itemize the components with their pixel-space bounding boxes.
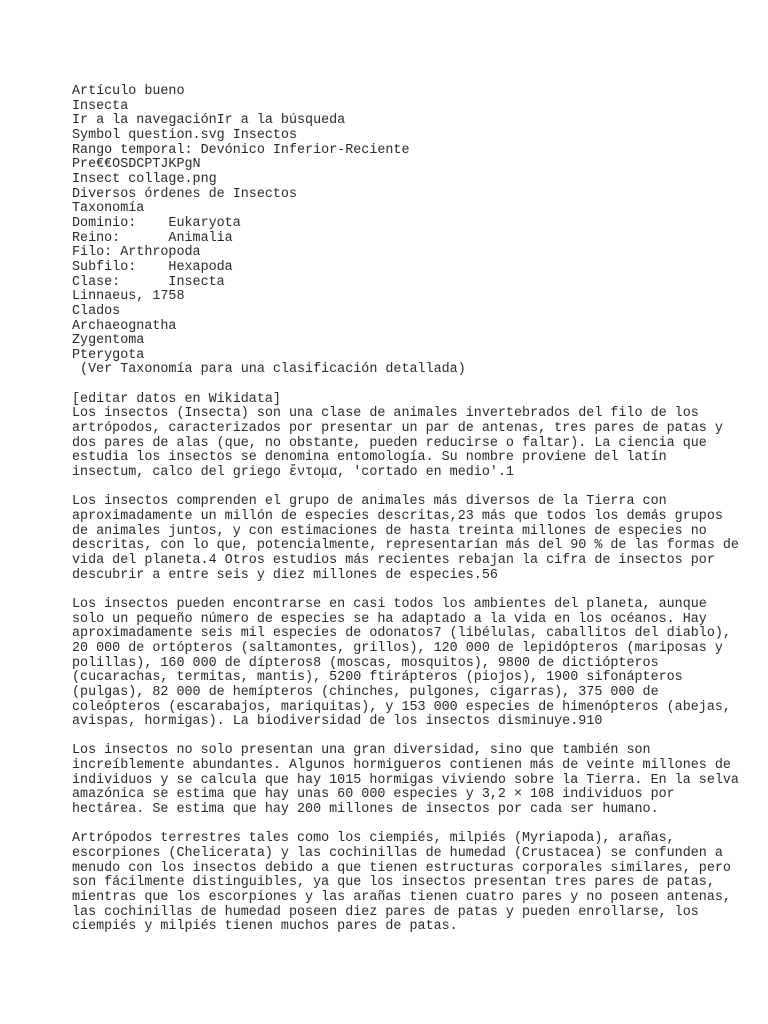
paragraph-gap bbox=[72, 730, 712, 745]
taxon-kingdom: Reino: Animalia bbox=[72, 230, 233, 246]
paragraph-gap bbox=[72, 818, 712, 833]
article-header bbox=[72, 85, 712, 378]
text-line: son fácilmente distinguibles, ya que los insectos presentan tres pares de patas, bbox=[72, 875, 715, 891]
text-line: dos pares de alas (que, no obstante, pueden reducirse o faltar). La ciencia que bbox=[72, 435, 707, 451]
text-line: Los insectos pueden encontrarse en casi todos los ambientes del planeta, aunque bbox=[72, 596, 707, 612]
paragraph-gap bbox=[72, 378, 712, 393]
habitats-paragraph bbox=[72, 596, 731, 730]
text-line: Los insectos (Insecta) son una clase de animales invertebrados del filo de los bbox=[72, 406, 699, 422]
text-line: Los insectos comprenden el grupo de animales más diversos de la Tierra con bbox=[72, 494, 667, 510]
taxon-class: Clase: Insecta bbox=[72, 274, 225, 290]
arthropods-paragraph bbox=[72, 831, 731, 935]
text-line: insectum, calco del griego ἔντομα, 'cortado en medio'.1 bbox=[72, 465, 514, 481]
text-line: aproximadamente un millón de especies descritas,23 más que todos los demás grupos bbox=[72, 509, 723, 524]
taxon-authority: Linnaeus, 1758 bbox=[72, 289, 185, 305]
text-line: Los insectos no solo presentan una gran diversidad, sino que también son bbox=[72, 743, 651, 759]
text-line: mientras que los escorpiones y las arañas tienen cuatro pares y no poseen antenas, bbox=[72, 890, 731, 906]
image-caption: Diversos órdenes de Insectos bbox=[72, 186, 297, 202]
text-line: coleópteros (escarabajos, mariquitas), y 153 000 especies de himenópteros (abejas, bbox=[72, 699, 731, 715]
clade-item: Pterygota bbox=[72, 347, 145, 363]
text-line: estudia los insectos se denomina entomología. Su nombre proviene del latín bbox=[72, 450, 667, 466]
intro-paragraph bbox=[72, 391, 723, 481]
text-line: 20 000 de ortópteros (saltamontes, grillos), 120 000 de lepidópteros (mariposas y bbox=[72, 640, 723, 656]
text-line: vida del planeta.4 Otros estudios más recientes rebajan la cifra de insectos por bbox=[72, 552, 715, 568]
taxonomy-heading: Taxonomía bbox=[72, 201, 145, 217]
text-line: las cochinillas de humedad poseen diez pares de patas y pueden enrollarse, los bbox=[72, 904, 699, 920]
clades-heading: Clados bbox=[72, 303, 121, 319]
paragraph-gap bbox=[72, 583, 712, 598]
text-line: de animales juntos, y con estimaciones de hasta treinta millones de especies no bbox=[72, 523, 707, 539]
text-line: Artrópodos terrestres tales como los ciempiés, milpiés (Myriapoda), arañas, bbox=[72, 831, 675, 847]
text-line: artrópodos, caracterizados por presentar un par de antenas, tres pares de patas y bbox=[72, 421, 723, 437]
text-line: ciempiés y milpiés tienen muchos pares de patas. bbox=[72, 919, 458, 935]
edit-wikidata-link[interactable]: [editar datos en Wikidata] bbox=[72, 391, 281, 407]
text-line: descritas, con lo que, potencialmente, representarían más del 90 % de las formas de bbox=[72, 538, 739, 554]
text-line: aproximadamente seis mil especies de odonatos7 (libélulas, caballitos del diablo), bbox=[72, 626, 731, 642]
text-line: amazónica se estima que hay unas 60 000 especies y 3,2 × 108 individuos por bbox=[72, 787, 675, 803]
text-line: (pulgas), 82 000 de hemípteros (chinches, pulgones, cigarras), 375 000 de bbox=[72, 684, 659, 700]
image-filename[interactable]: Insect collage.png bbox=[72, 171, 217, 187]
text-line: avispas, hormigas). La biodiversidad de los insectos disminuye.910 bbox=[72, 714, 603, 730]
skip-links[interactable]: Ir a la navegaciónIr a la búsqueda bbox=[72, 113, 346, 129]
text-line: descubrir a entre seis y diez millones de especies.56 bbox=[72, 567, 498, 583]
quality-badge: Artículo bueno bbox=[72, 84, 185, 99]
clade-item: Zygentoma bbox=[72, 333, 145, 349]
text-line: solo un pequeño número de especies se ha adaptado a la vida en los océanos. Hay bbox=[72, 611, 707, 627]
text-line: polillas), 160 000 de dípteros8 (moscas, mosquitos), 9800 de dictiópteros bbox=[72, 655, 659, 671]
text-line: escorpiones (Chelicerata) y las cochinillas de humedad (Crustacea) se confunden a bbox=[72, 846, 723, 862]
text-line: menudo con los insectos debido a que tienen estructuras corporales similares, pero bbox=[72, 860, 731, 876]
paragraph-gap bbox=[72, 481, 712, 496]
era-scale: Pre€€OSDCPTJKPgN bbox=[72, 157, 201, 173]
text-line: hectárea. Se estima que hay 200 millones de insectos por cada ser humano. bbox=[72, 802, 659, 818]
clade-item: Archaeognatha bbox=[72, 318, 177, 334]
taxon-phylum: Filo: Arthropoda bbox=[72, 245, 201, 261]
time-range: Rango temporal: Devónico Inferior-Reciente bbox=[72, 142, 410, 158]
document-page bbox=[72, 84, 739, 935]
diversity-paragraph bbox=[72, 494, 739, 583]
infobox-title: Symbol question.svg Insectos bbox=[72, 127, 297, 143]
text-line: individuos y se calcula que hay 1015 hormigas viviendo sobre la Tierra. En la selva bbox=[72, 772, 739, 788]
taxon-domain: Dominio: Eukaryota bbox=[72, 215, 241, 231]
abundance-paragraph bbox=[72, 743, 739, 818]
text-line: increíblemente abundantes. Algunos hormigueros contienen más de veinte millones de bbox=[72, 758, 731, 774]
article-title: Insecta bbox=[72, 98, 129, 114]
text-line: (cucarachas, termitas, mantis), 5200 ftirápteros (piojos), 1900 sifonápteros bbox=[72, 670, 683, 686]
taxonomy-note: (Ver Taxonomía para una clasificación detallada) bbox=[72, 362, 466, 378]
taxon-subphylum: Subfilo: Hexapoda bbox=[72, 259, 233, 275]
